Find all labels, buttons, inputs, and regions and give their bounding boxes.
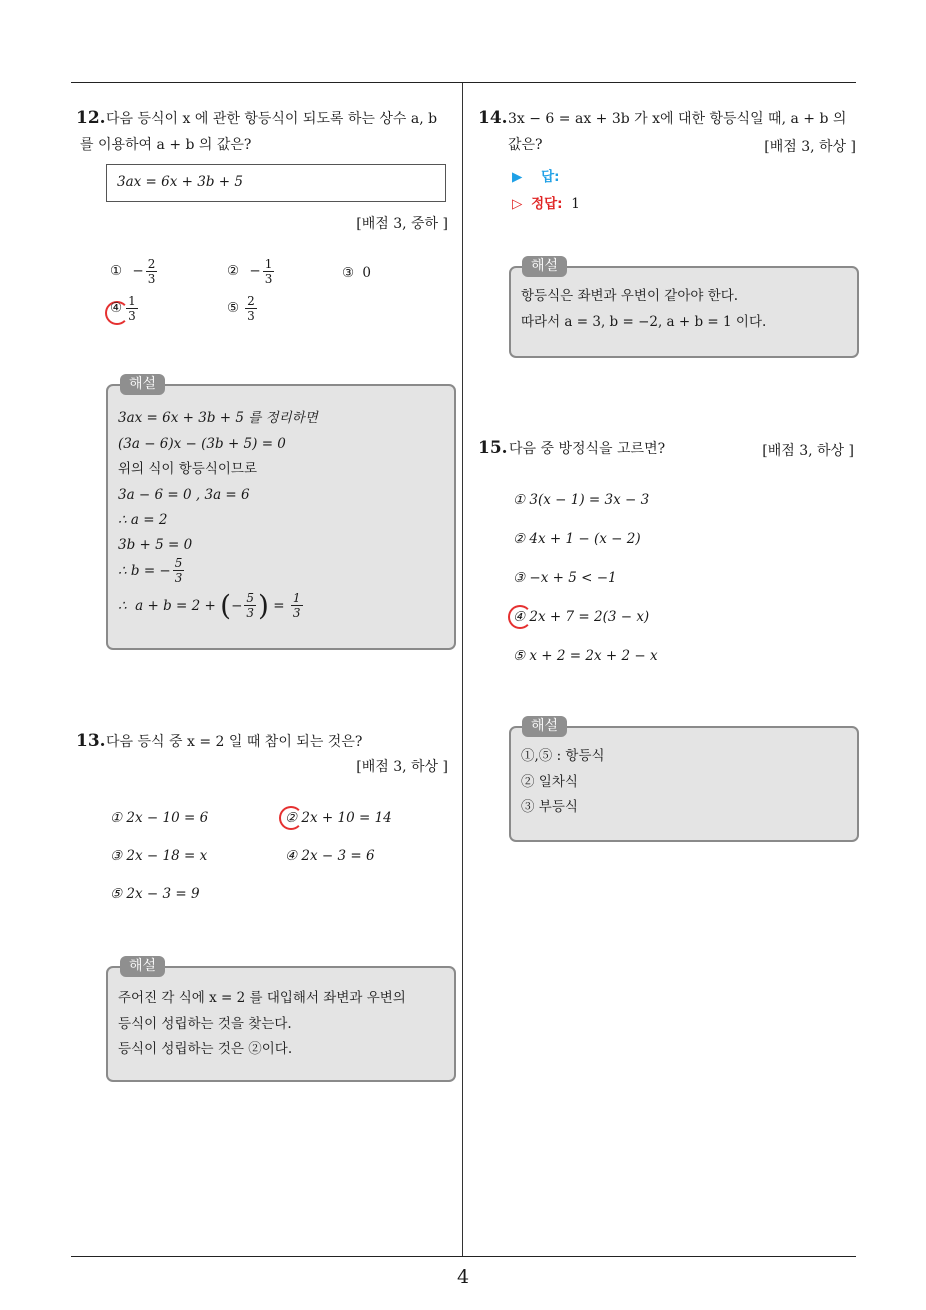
choice-4[interactable]: ④ 2x − 3 = 6 xyxy=(285,848,375,864)
choice-1[interactable]: ① 3(x − 1) = 3x − 3 xyxy=(513,492,650,508)
explanation-box xyxy=(509,266,859,358)
choice-4[interactable]: ④ 2x + 7 = 2(3 − x) xyxy=(513,609,650,625)
explanation-line: 3ax = 6x + 3b + 5 를 정리하면 xyxy=(118,410,318,426)
explanation-line: ∴ a = 2 xyxy=(118,512,168,528)
question-number: 13. xyxy=(76,731,106,751)
explanation-line: ② 일차식 xyxy=(521,773,578,790)
explanation-box xyxy=(106,384,456,650)
explanation-line: ③ 부등식 xyxy=(521,799,578,815)
explanation-line-b: ∴ b = − $\frac{5}{3}$ xyxy=(118,556,183,585)
bottom-rule xyxy=(71,1256,856,1257)
question-text-line1: 다음 등식이 x 에 관한 항등식이 되도록 하는 상수 a, b xyxy=(106,111,438,127)
question-text-line1: 3x − 6 = ax + 3b 가 x에 대한 항등식일 때, a + b 의 xyxy=(508,111,847,127)
outline-play-icon: ▷ xyxy=(512,196,523,212)
question-text-line2: 값은? xyxy=(508,137,543,153)
score-label: [배점 3, 하상 ] xyxy=(356,759,448,775)
explanation-line: (3a − 6)x − (3b + 5) = 0 xyxy=(118,435,286,452)
choice-5[interactable]: ⑤ x + 2 = 2x + 2 − x xyxy=(513,648,658,664)
play-icon: ▶ xyxy=(512,169,523,185)
answer-line xyxy=(512,165,560,185)
explanation-body xyxy=(521,744,605,821)
explanation-line: ①,⑤ : 항등식 xyxy=(521,748,605,764)
column-divider xyxy=(462,83,463,1257)
choice-5[interactable]: ⑤ 2x − 3 = 9 xyxy=(110,886,200,902)
question-number: 15. xyxy=(478,438,508,458)
explanation-body xyxy=(521,284,766,335)
choice-1[interactable]: ① − $\frac{2}{3}$ xyxy=(110,257,156,286)
explanation-body xyxy=(118,986,406,1063)
choice-3[interactable]: ③ −x + 5 < −1 xyxy=(513,570,617,586)
correct-answer-label: 정답: xyxy=(531,196,563,212)
explanation-tab: 해설 xyxy=(522,256,567,277)
choice-2[interactable]: ② 2x + 10 = 14 xyxy=(285,810,392,826)
choice-2[interactable]: ② 4x + 1 − (x − 2) xyxy=(513,531,641,547)
question-number: 12. xyxy=(76,108,106,128)
top-rule xyxy=(71,82,856,83)
choice-2[interactable]: ② − $\frac{1}{3}$ xyxy=(227,257,273,286)
score-label: [배점 3, 하상 ] xyxy=(764,139,856,155)
page-number: 4 xyxy=(456,1266,470,1288)
explanation-box xyxy=(509,726,859,842)
explanation-tab: 해설 xyxy=(120,374,165,395)
question-text-line2: 를 이용하여 a + b 의 값은? xyxy=(80,137,252,153)
question-text: 다음 중 방정식을 고르면? xyxy=(509,441,666,457)
choice-5[interactable]: ⑤ $\frac{2}{3}$ xyxy=(227,294,255,323)
explanation-tab: 해설 xyxy=(522,716,567,737)
explanation-line: 등식이 성립하는 것은 ②이다. xyxy=(118,1041,293,1057)
explanation-line: 따라서 a = 3, b = −2, a + b = 1 이다. xyxy=(521,313,767,330)
explanation-line: 등식이 성립하는 것을 찾는다. xyxy=(118,1015,292,1032)
explanation-line: 위의 식이 항등식이므로 xyxy=(118,461,257,477)
explanation-body xyxy=(118,406,318,626)
given-equation: 3ax = 6x + 3b + 5 xyxy=(117,174,243,190)
correct-answer-line xyxy=(512,192,580,212)
choice-1[interactable]: ① 2x − 10 = 6 xyxy=(110,810,209,826)
question-number: 14. xyxy=(478,108,508,128)
question-text: 다음 등식 중 x = 2 일 때 참이 되는 것은? xyxy=(106,734,363,750)
answer-label: 답: xyxy=(541,169,560,185)
score-label: [배점 3, 중하 ] xyxy=(356,216,448,232)
explanation-line-sum: ∴ a + b = 2 + ( − $\frac{5}{3}$ ) = $\frac{1}{3}$ xyxy=(118,588,301,622)
explanation-line: 3b + 5 = 0 xyxy=(118,536,193,553)
explanation-line: 항등식은 좌변과 우변이 같아야 한다. xyxy=(521,288,739,304)
given-equation-box xyxy=(106,164,446,202)
correct-answer-value: 1 xyxy=(571,196,580,212)
choice-3[interactable]: ③ 2x − 18 = x xyxy=(110,848,208,864)
score-label: [배점 3, 하상 ] xyxy=(762,443,854,459)
explanation-line: 3a − 6 = 0 , 3a = 6 xyxy=(118,486,250,503)
choice-4[interactable]: ④ $\frac{1}{3}$ xyxy=(110,294,136,323)
explanation-tab: 해설 xyxy=(120,956,165,977)
choice-3[interactable]: ③ 0 xyxy=(342,265,371,281)
explanation-box xyxy=(106,966,456,1082)
explanation-line: 주어진 각 식에 x = 2 를 대입해서 좌변과 우변의 xyxy=(118,990,406,1006)
